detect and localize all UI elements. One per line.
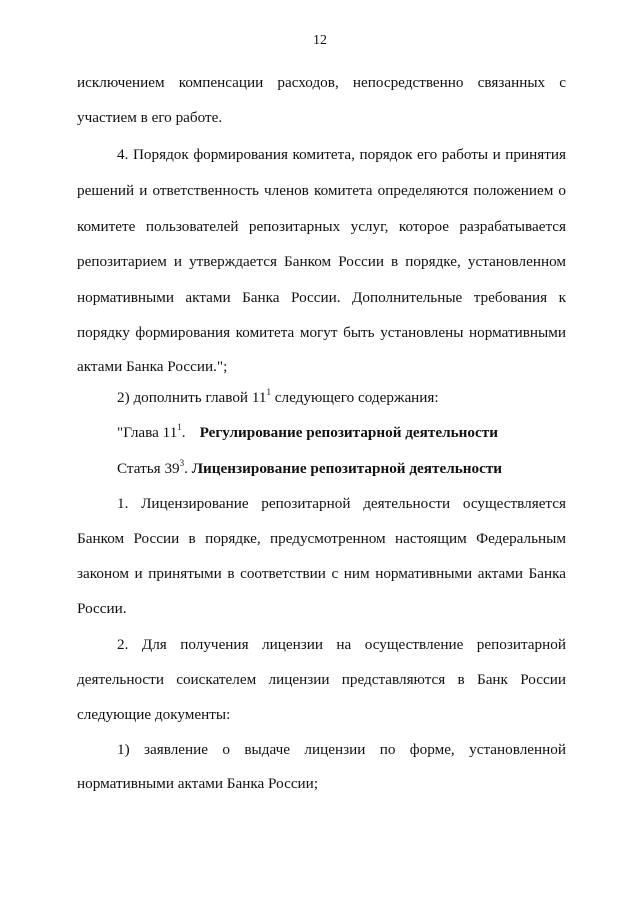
amendment-clause-text-end: следующего содержания: xyxy=(270,389,439,406)
paragraph-1-line-1: исключением компенсации расходов, непосредственно связанных с xyxy=(77,74,566,91)
paragraph-2-line-4: репозитарием и утверждается Банком России в порядке, установленном xyxy=(77,253,566,270)
paragraph-1-line-2: участием в его работе. xyxy=(77,109,223,126)
paragraph-2-line-2: решений и ответственность членов комитета определяются положением о xyxy=(77,182,566,199)
paragraph-2-line-1: 4. Порядок формирования комитета, порядок его работы и принятия xyxy=(117,146,566,163)
paragraph-5-line-3: следующие документы: xyxy=(77,706,231,723)
chapter-title: Регулирование репозитарной деятельности xyxy=(199,424,498,441)
paragraph-2-line-7: актами Банка России."; xyxy=(77,358,228,375)
article-heading xyxy=(117,460,502,478)
paragraph-6-line-1: 1) заявление о выдаче лицензии по форме, установленной xyxy=(117,741,566,758)
article-number-dot: . xyxy=(184,460,192,477)
paragraph-4-line-1: 1. Лицензирование репозитарной деятельности осуществляется xyxy=(117,495,566,512)
paragraph-5-line-2: деятельности соискателем лицензии представляются в Банк России xyxy=(77,671,566,688)
paragraph-4-line-4: России. xyxy=(77,600,127,617)
paragraph-2-line-5: нормативными актами Банка России. Дополнительные требования к xyxy=(77,289,566,306)
paragraph-5-line-1: 2. Для получения лицензии на осуществление репозитарной xyxy=(117,636,566,653)
paragraph-4-line-2: Банком России в порядке, предусмотренном настоящим Федеральным xyxy=(77,530,566,547)
amendment-clause-text: 2) дополнить главой 11 xyxy=(117,389,267,406)
page-number: 12 xyxy=(313,33,327,48)
paragraph-2-line-6: порядку формирования комитета могут быть установлены нормативными xyxy=(77,324,566,341)
superscript: 1 xyxy=(177,422,182,432)
chapter-number: "Глава 11 xyxy=(117,424,178,441)
paragraph-6-line-2: нормативными актами Банка России; xyxy=(77,775,319,792)
superscript: 3 xyxy=(179,458,185,468)
paragraph-2-line-3: комитете пользователей репозитарных услуг, которое разрабатывается xyxy=(77,218,566,235)
superscript: 1 xyxy=(266,387,271,397)
amendment-clause xyxy=(117,389,439,407)
chapter-number-dot: . xyxy=(181,424,186,441)
chapter-heading xyxy=(117,424,498,442)
article-number: Статья 39 xyxy=(117,460,180,477)
paragraph-4-line-3: законом и принятыми в соответствии с ним нормативными актами Банка xyxy=(77,565,566,582)
article-title: Лицензирование репозитарной деятельности xyxy=(191,460,503,477)
